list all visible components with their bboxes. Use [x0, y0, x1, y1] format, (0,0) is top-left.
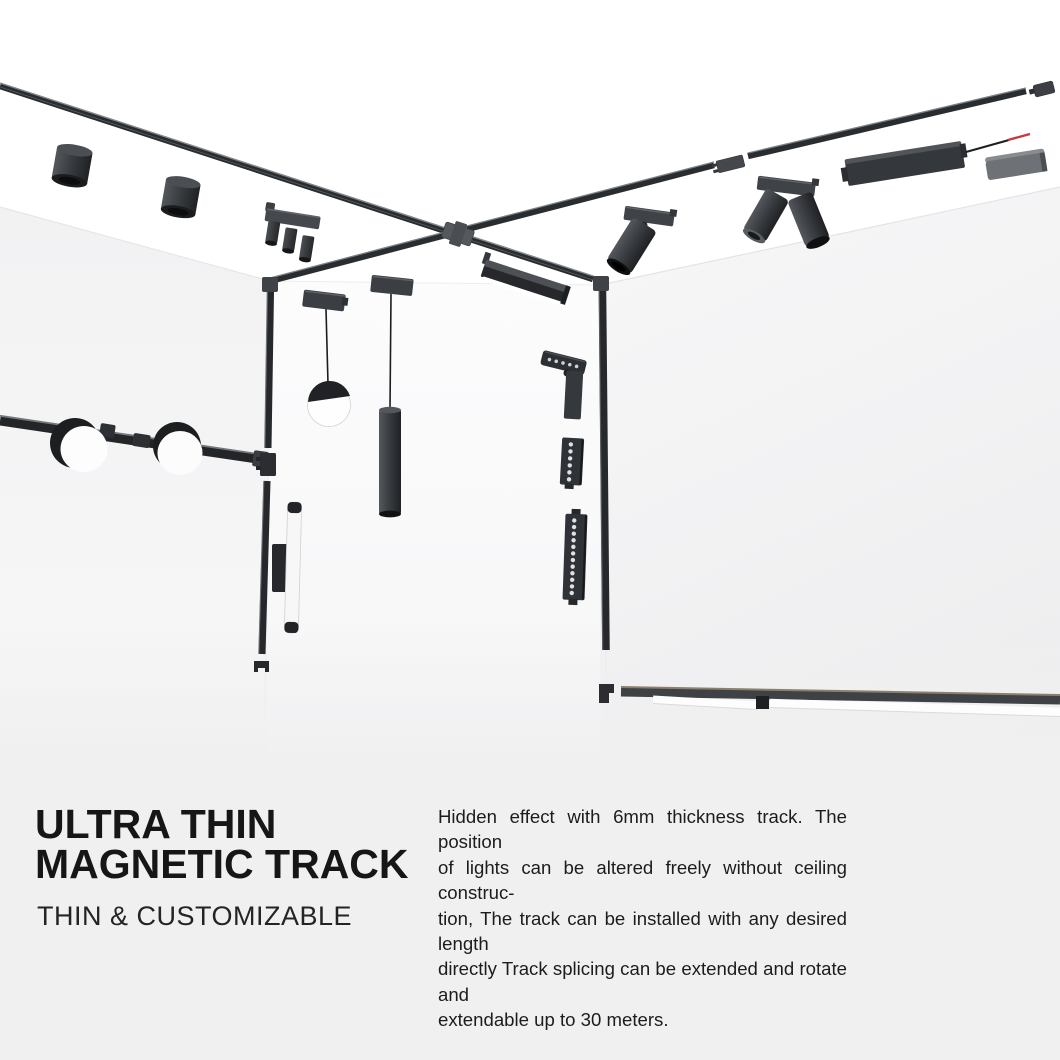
grille-spotlight-12-dot [562, 509, 587, 606]
subheadline: THIN & CUSTOMIZABLE [37, 901, 353, 931]
description-line: tion, The track can be installed with any desired length [438, 907, 847, 955]
description-line: of lights can be altered freely without ceiling construc- [438, 856, 847, 904]
description-line: directly Track splicing can be extended and rotate and [438, 958, 847, 1005]
corner-connector [593, 276, 609, 291]
surface-cylinder-downlight-2 [160, 174, 202, 221]
pendant-cord [390, 294, 391, 409]
surface-cylinder-downlight-1 [51, 142, 94, 190]
corner-connector [262, 277, 278, 292]
headline [35, 801, 409, 887]
grille-spotlight-6-dot [560, 437, 585, 489]
description-paragraph [438, 804, 847, 1033]
description-line: extendable up to 30 meters. [438, 1009, 669, 1031]
headline-line1: ULTRA THIN [35, 801, 277, 847]
headline-line2: MAGNETIC TRACK [35, 841, 409, 887]
description-line: Hidden effect with 6mm thickness track. The position [438, 806, 847, 853]
